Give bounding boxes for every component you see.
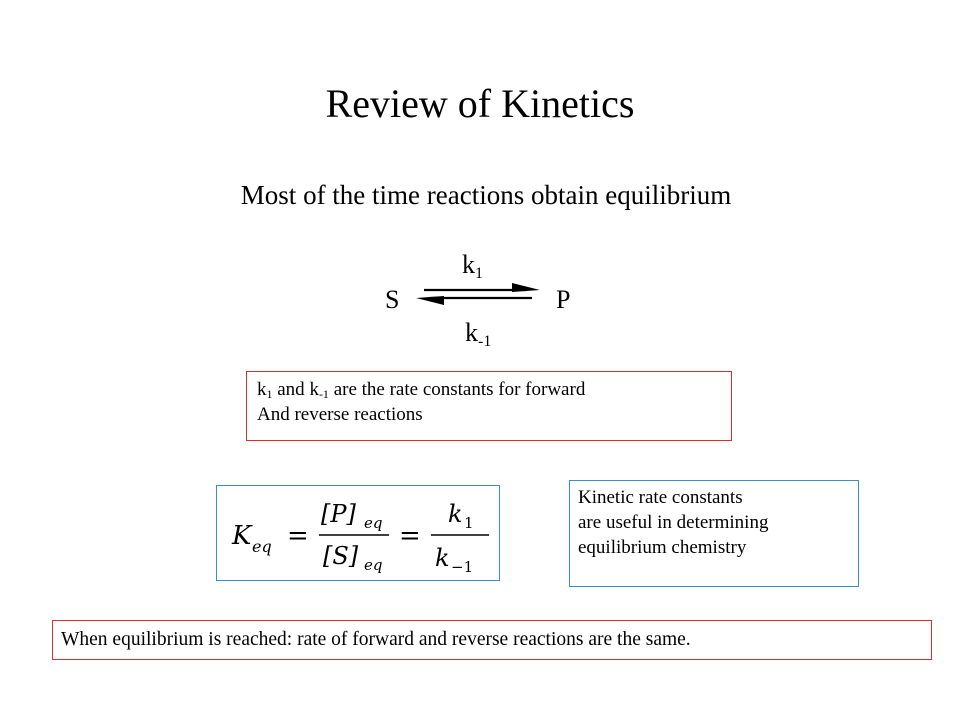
eq-k-num-sub: 1 xyxy=(464,514,474,532)
forward-rate-constant: $k_1$ xyxy=(462,250,483,282)
forward-arrowhead-icon xyxy=(512,283,540,292)
slide-title: Review of Kinetics xyxy=(325,81,635,126)
eq-P-sub: eq xyxy=(364,514,383,532)
substrate-label: S xyxy=(385,285,400,314)
note-line-2: And reverse reactions xyxy=(257,404,423,425)
usefulness-note xyxy=(569,480,859,587)
equilibrium-arrows-icon xyxy=(408,280,548,310)
equation-graphic xyxy=(217,486,499,580)
note-line-1: $k_1$ and $k_{-1}$ are the rate constants for forward xyxy=(257,379,586,401)
eq-S-sub: eq xyxy=(364,556,383,574)
useful-line-2: are useful in determining xyxy=(578,512,769,533)
product-label: P xyxy=(556,285,571,314)
slide-subtitle: Most of the time reactions obtain equilibrium xyxy=(240,180,732,210)
useful-line-1: Kinetic rate constants xyxy=(578,487,743,508)
equilibrium-constant-equation xyxy=(216,485,500,581)
eq-P-num: [P] xyxy=(321,500,356,528)
eq-k-num: k xyxy=(448,500,463,528)
rate-constants-note xyxy=(246,371,732,441)
eq-k-den-sub: −1 xyxy=(451,558,474,576)
eq-equals-2: = xyxy=(399,521,421,551)
eq-K-sub: eq xyxy=(252,537,272,556)
equilibrium-footer-note: When equilibrium is reached: rate of forward and reverse reactions are the same. xyxy=(52,620,932,660)
reverse-arrowhead-icon xyxy=(416,296,444,305)
eq-equals-1: = xyxy=(287,521,309,551)
eq-k-den: k xyxy=(435,544,450,572)
eq-K: K xyxy=(232,521,252,551)
useful-line-3: equilibrium chemistry xyxy=(578,537,747,558)
eq-S-den: [S] xyxy=(323,542,359,570)
reverse-rate-constant: $k_{-1}$ xyxy=(465,318,492,350)
